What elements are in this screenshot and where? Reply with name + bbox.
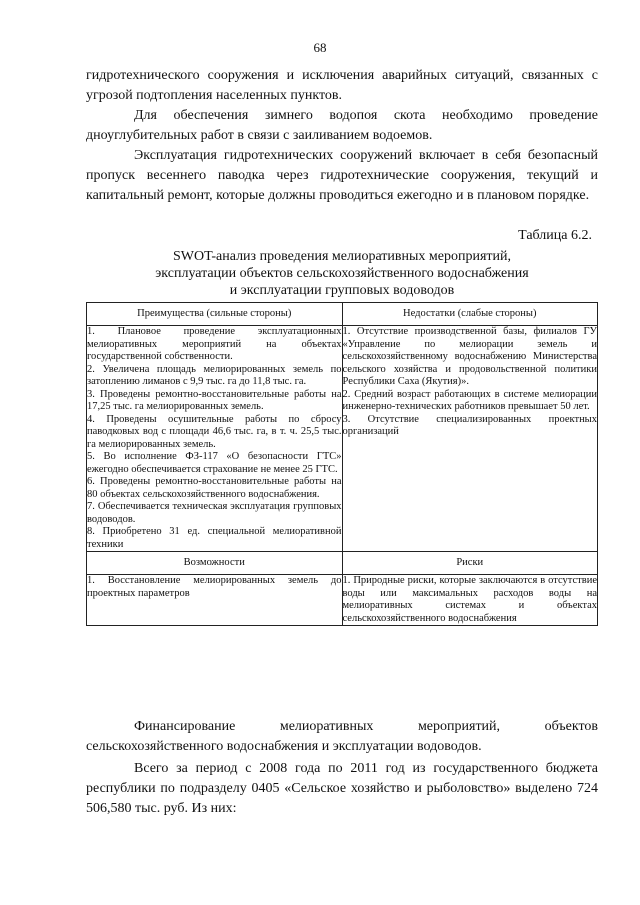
weakness-item: 3. Отсутствие специализированных проектных организаций — [342, 413, 597, 437]
table-title — [86, 248, 598, 299]
strength-item: 7. Обеспечивается техническая эксплуатация групповых водоводов. — [87, 501, 342, 525]
opportunities-header: Возможности — [87, 552, 343, 575]
strengths-cell — [87, 326, 343, 552]
table-title-line: эксплуатации объектов сельскохозяйственного водоснабжения — [155, 266, 529, 281]
strength-item: 8. Приобретено 31 ед. специальной мелиоративной техники — [87, 526, 342, 550]
strength-item: 1. Плановое проведение эксплуатационных мелиоративных мероприятий на объектах государственной собственности. — [87, 326, 342, 362]
paragraph-financing-heading — [86, 717, 598, 757]
financing-heading-text: Финансирование мелиоративных мероприятий, объектов сельскохозяйственного водоснабжения и эксплуатации водоводов. — [86, 719, 598, 754]
threats-header: Риски — [342, 552, 598, 575]
opportunities-cell — [87, 575, 343, 626]
page-number: 68 — [313, 40, 327, 55]
opportunity-item: 1. Восстановление мелиорированных земель до проектных параметров — [87, 575, 342, 599]
strength-item: 5. Во исполнение ФЗ-117 «О безопасности ГТС» ежегодно обеспечивается страхование не менее 25 ГТС. — [87, 451, 342, 475]
table-label: Таблица 6.2. — [518, 228, 592, 243]
weakness-item: 1. Отсутствие производственной базы, филиалов ГУ «Управление по мелиорации земель и сельскохозяйственному водоснабжению Министерства сельского хозяйства и продовольственной политики Республики Саха (Якутия)». — [342, 326, 597, 387]
weaknesses-cell — [342, 326, 598, 552]
strength-item: 3. Проведены ремонтно-восстановительные работы на 17,25 тыс. га мелиорированных земель. — [87, 388, 342, 412]
strength-item: 4. Проведены осушительные работы по сбросу паводковых вод с площади 46,6 тыс. га, в т. ч. 25,5 тыс. га мелиорированных земель. — [87, 413, 342, 450]
threats-cell — [342, 575, 598, 626]
paragraph-budget: Всего за период с 2008 года по 2011 год из государственного бюджета республики по подразделу 0405 «Сельское хозяйство и рыболовство» выделено 724 506,580 тыс. руб. Из них: — [86, 761, 598, 816]
swot-table — [86, 302, 598, 626]
weakness-item: 2. Средний возраст работающих в системе мелиорации инженерно-технических работников превышает 50 лет. — [342, 388, 597, 412]
paragraph-exploitation: Эксплуатация гидротехнических сооружений включает в себя безопасный пропуск весеннего паводка через гидротехнические сооружения, текущий и капитальный ремонт, которые должны проводиться ежегодно и в плановом порядке. — [86, 148, 598, 203]
paragraph-continuation: гидротехнического сооружения и исключения аварийных ситуаций, связанных с угрозой подтопления населенных пунктов. — [86, 68, 598, 103]
paragraph-winter-watering: Для обеспечения зимнего водопоя скота необходимо проведение дноуглубительных работ в связи с заиливанием водоемов. — [86, 108, 598, 143]
strength-item: 6. Проведены ремонтно-восстановительные работы на 80 объектах сельскохозяйственного водоснабжения. — [87, 476, 342, 500]
weaknesses-header: Недостатки (слабые стороны) — [342, 303, 598, 326]
table-title-line: SWOT-анализ проведения мелиоративных мероприятий, — [172, 249, 512, 264]
strength-item: 2. Увеличена площадь мелиорированных земель по затоплению лиманов с 9,9 тыс. га до 11,8 тыс. га. — [87, 363, 342, 387]
strengths-header: Преимущества (сильные стороны) — [87, 303, 343, 326]
table-title-line: и эксплуатации групповых водоводов — [229, 283, 455, 298]
threat-item: 1. Природные риски, которые заключаются в отсутствие воды или максимальных расходов воды на мелиоративных системах и объектах сельскохозяйственного водоснабжения — [342, 575, 597, 624]
